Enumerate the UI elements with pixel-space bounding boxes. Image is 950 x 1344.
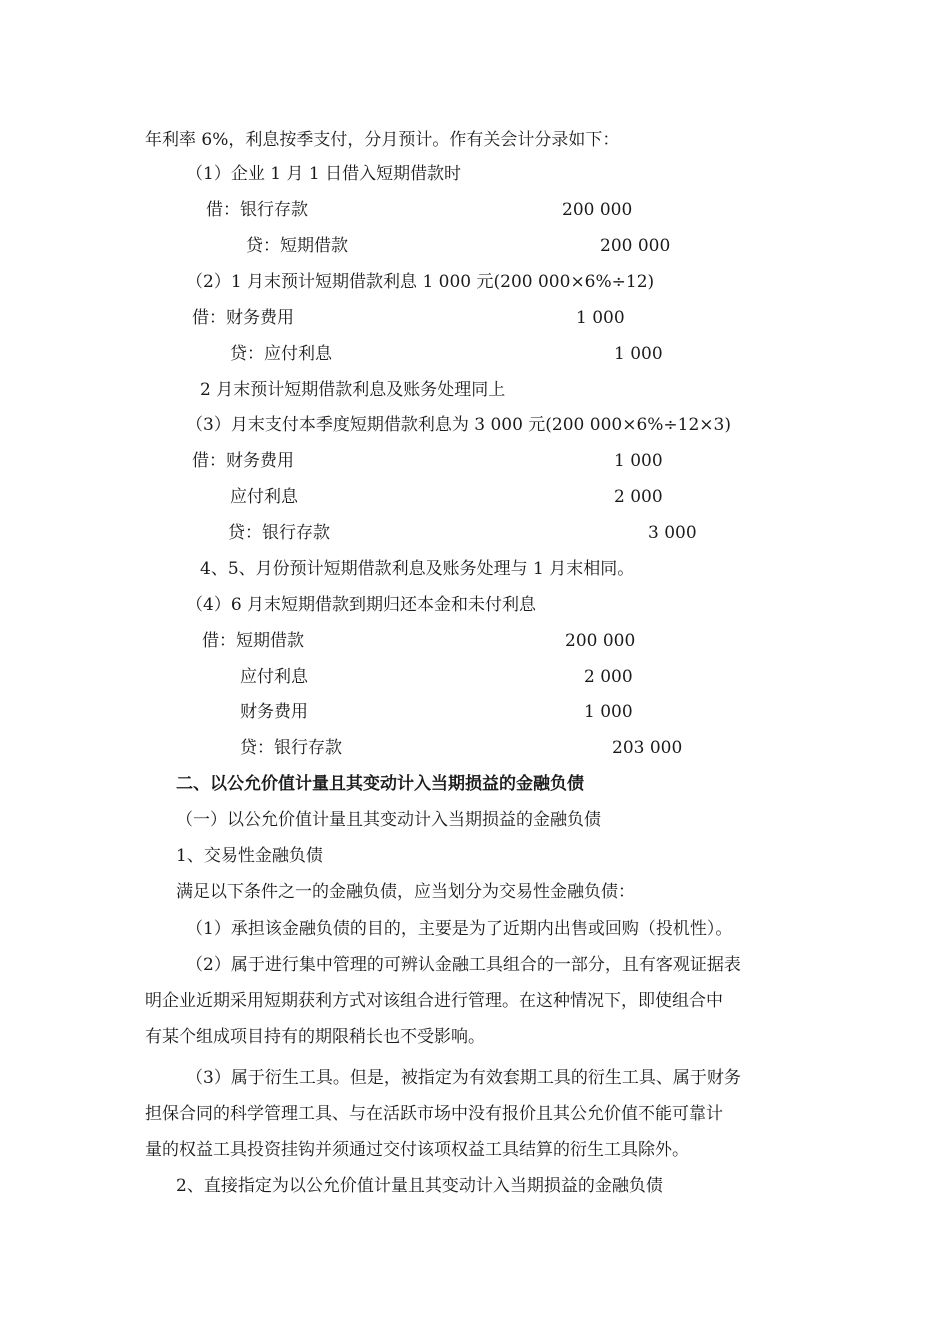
credit-amount: 203 000 [612,738,683,758]
debit-amount: 1 000 [614,451,663,471]
credit-account: 贷：短期借款 [246,236,348,256]
debit-amount: 1 000 [576,308,625,328]
text-line: 有某个组成项目持有的期限稍长也不受影响。 [145,1027,485,1047]
subsection-heading: （一）以公允价值计量且其变动计入当期损益的金融负债 [176,810,601,830]
debit-amount: 2 000 [614,487,663,507]
entry-heading: （2）1 月末预计短期借款利息 1 000 元(200 000×6%÷12) [186,272,655,292]
text-line: （1）承担该金融负债的目的，主要是为了近期内出售或回购（投机性）。 [186,919,733,939]
text-line: （2）属于进行集中管理的可辨认金融工具组合的一部分，且有客观证据表 [186,955,741,975]
subsection-heading: 2、直接指定为以公允价值计量且其变动计入当期损益的金融负债 [176,1176,663,1196]
entry-heading: （3）月末支付本季度短期借款利息为 3 000 元(200 000×6%÷12×3) [186,415,732,435]
debit-amount: 1 000 [584,702,633,722]
text-line: 担保合同的科学管理工具、与在活跃市场中没有报价且其公允价值不能可靠计 [145,1104,723,1124]
subsection-heading: 1、交易性金融负债 [176,846,323,866]
text-line: 2 月末预计短期借款利息及账务处理同上 [200,380,506,400]
text-line: 满足以下条件之一的金融负债，应当划分为交易性金融负债： [176,882,635,902]
credit-account: 贷：应付利息 [230,344,332,364]
credit-account: 贷：银行存款 [228,523,330,543]
credit-amount: 3 000 [648,523,697,543]
text-line: 量的权益工具投资挂钩并须通过交付该项权益工具结算的衍生工具除外。 [145,1140,689,1160]
credit-amount: 1 000 [614,344,663,364]
text-line: 年利率 6%，利息按季支付，分月预计。作有关会计分录如下： [145,130,620,150]
debit-amount: 200 000 [565,631,636,651]
debit-account: 借：财务费用 [192,308,294,328]
debit-amount: 2 000 [584,667,633,687]
debit-account: 借：银行存款 [206,200,308,220]
entry-heading: （1）企业 1 月 1 日借入短期借款时 [186,164,462,184]
text-line: 明企业近期采用短期获利方式对该组合进行管理。在这种情况下，即使组合中 [145,991,723,1011]
debit-account: 借：短期借款 [202,631,304,651]
text-line: 4、5、月份预计短期借款利息及账务处理与 1 月末相同。 [200,559,635,579]
debit-account: 借：财务费用 [192,451,294,471]
credit-amount: 200 000 [600,236,671,256]
debit-account: 应付利息 [240,667,308,687]
credit-account: 贷：银行存款 [240,738,342,758]
section-heading: 二、以公允价值计量且其变动计入当期损益的金融负债 [176,774,584,794]
debit-account: 应付利息 [230,487,298,507]
entry-heading: （4）6 月末短期借款到期归还本金和未付利息 [186,595,537,615]
text-line: （3）属于衍生工具。但是，被指定为有效套期工具的衍生工具、属于财务 [186,1068,741,1088]
debit-account: 财务费用 [240,702,308,722]
debit-amount: 200 000 [562,200,633,220]
